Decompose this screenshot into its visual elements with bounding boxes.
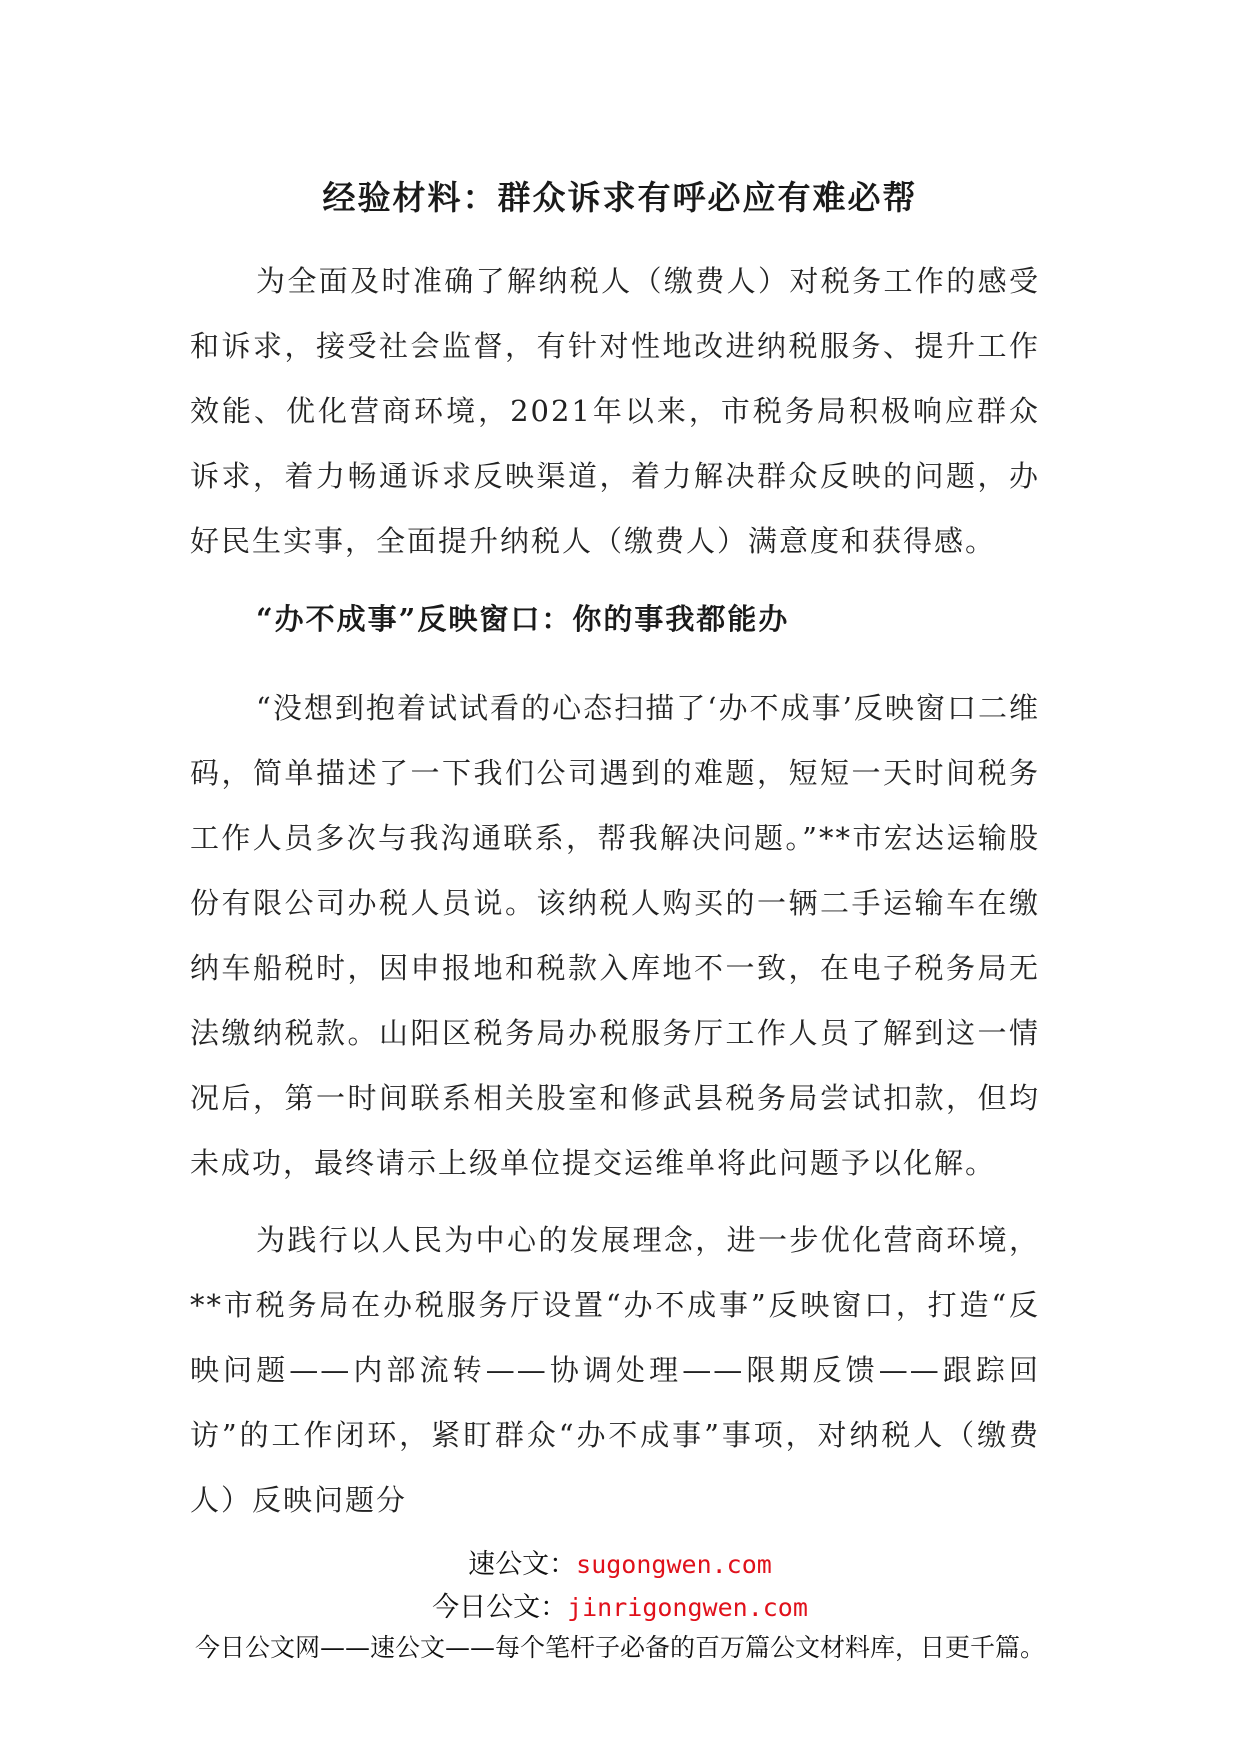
footer-slogan: 今日公文网——速公文——每个笔杆子必备的百万篇公文材料库，日更千篇。 (194, 1633, 1045, 1662)
footer-label-jinrigongwen: 今日公文： (432, 1592, 568, 1623)
paragraph-practice: 为践行以人民为中心的发展理念，进一步优化营商环境，**市税务局在办税服务厅设置“办不成事”反映窗口，打造“反映问题——内部流转——协调处理——限期反馈——跟踪回访”的工作闭环，紧盯群众“办不成事”事项，对纳税人（缴费人）反映问题分 (190, 1223, 1040, 1517)
jinrigongwen-link[interactable]: jinrigongwen.com (567, 1593, 808, 1622)
paragraph-intro: 为全面及时准确了解纳税人（缴费人）对税务工作的感受和诉求，接受社会监督，有针对性地改进纳税服务、提升工作效能、优化营商环境，2021年以来，市税务局积极响应群众诉求，着力畅通诉求反映渠道，着力解决群众反映的问题，办好民生实事，全面提升纳税人（缴费人）满意度和获得感。 (190, 264, 1040, 558)
paragraph-case: “没想到抱着试试看的心态扫描了‘办不成事’反映窗口二维码，简单描述了一下我们公司遇到的难题，短短一天时间税务工作人员多次与我沟通联系，帮我解决问题。”**市宏达运输股份有限公司办税人员说。该纳税人购买的一辆二手运输车在缴纳车船税时，因申报地和税款入库地不一致，在电子税务局无法缴纳税款。山阳区税务局办税服务厅工作人员了解到这一情况后，第一时间联系相关股室和修武县税务局尝试扣款，但均未成功，最终请示上级单位提交运维单将此问题予以化解。 (190, 691, 1040, 1180)
footer-line-jinrigongwen (0, 1585, 1240, 1624)
sugongwen-link[interactable]: sugongwen.com (576, 1550, 772, 1579)
document-title: 经验材料：群众诉求有呼必应有难必帮 (322, 178, 918, 217)
footer-line-sugongwen (0, 1542, 1240, 1581)
section-heading: “办不成事”反映窗口：你的事我都能办 (256, 602, 790, 636)
footer-label-sugongwen: 速公文： (468, 1549, 577, 1580)
